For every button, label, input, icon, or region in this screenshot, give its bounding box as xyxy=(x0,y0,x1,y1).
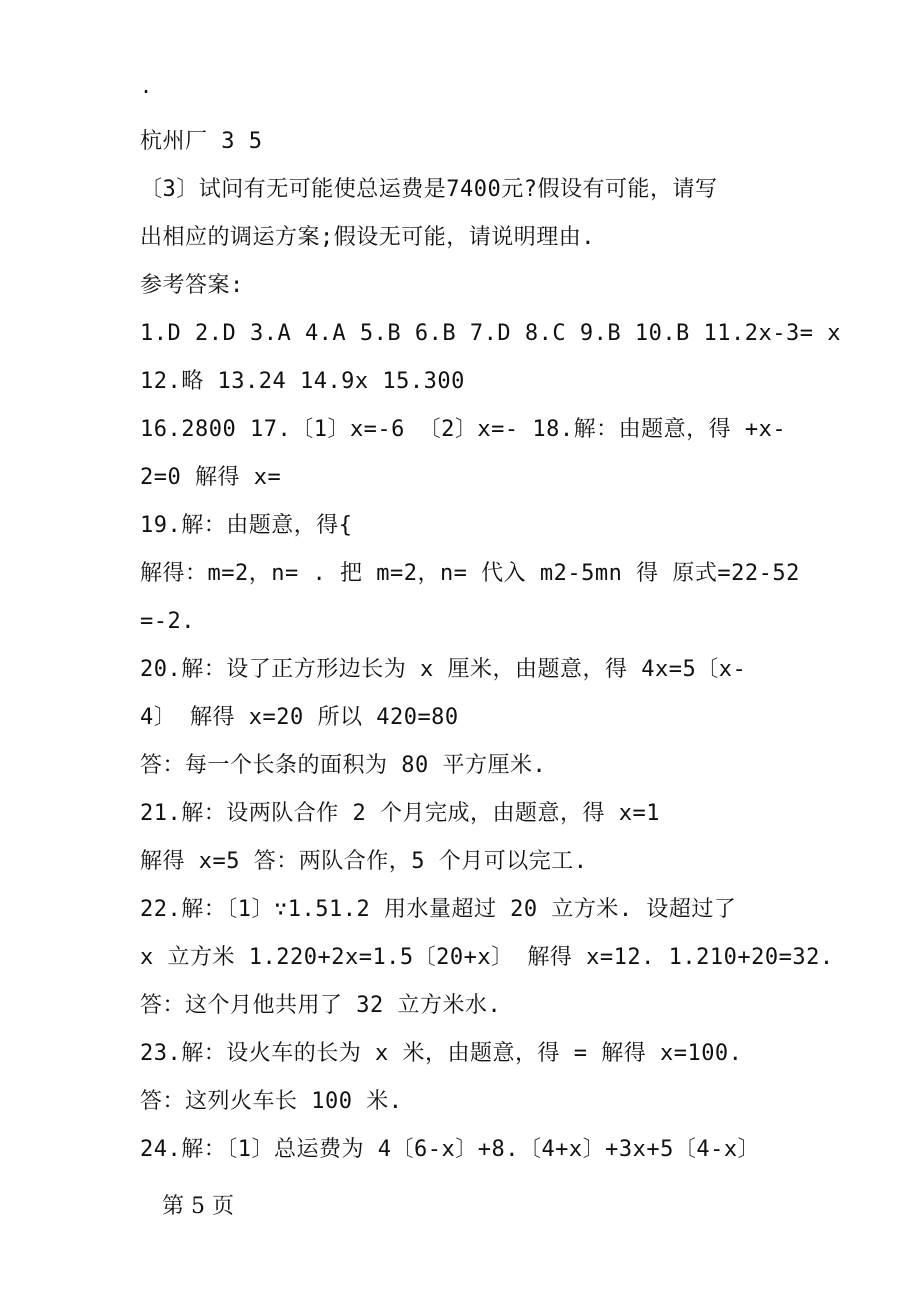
text-line: 答：每一个长条的面积为 80 平方厘米. xyxy=(140,753,547,778)
text-line: 解得：m=2，n= . 把 m=2，n= 代入 m2-5mn 得 原式=22-52 xyxy=(140,561,800,586)
top-dot: . xyxy=(140,74,153,98)
body-text xyxy=(140,118,842,1174)
text-line: 杭州厂 3 5 xyxy=(140,129,263,154)
text-line: 23.解：设火车的长为 x 米，由题意，得 = 解得 x=100. xyxy=(140,1041,743,1066)
text-line: 24.解：〔1〕总运费为 4〔6-x〕+8.〔4+x〕+3x+5〔4-x〕 xyxy=(140,1137,761,1162)
text-line: =-2. xyxy=(140,609,195,634)
section-heading: 参考答案: xyxy=(140,273,244,298)
text-line: 答：这个月他共用了 32 立方米水. xyxy=(140,993,502,1018)
text-line: 16.2800 17.〔1〕x=-6 〔2〕x=- 18.解：由题意，得 +x- xyxy=(140,417,787,442)
text-line: 19.解：由题意，得{ xyxy=(140,513,353,538)
text-line: 〔3〕试问有无可能使总运费是7400元?假设有可能，请写 xyxy=(140,177,718,202)
text-line: 12.略 13.24 14.9x 15.300 xyxy=(140,369,465,394)
text-line: 出相应的调运方案;假设无可能，请说明理由. xyxy=(140,225,595,250)
text-line: 解得 x=5 答：两队合作，5 个月可以完工. xyxy=(140,849,588,874)
text-line: 22.解：〔1〕∵1.51.2 用水量超过 20 立方米. 设超过了 xyxy=(140,897,737,922)
text-line: x 立方米 1.220+2x=1.5〔20+x〕 解得 x=12. 1.210+20=32. xyxy=(140,945,834,970)
page-number: 第 5 页 xyxy=(162,1194,234,1219)
text-line: 21.解：设两队合作 2 个月完成，由题意，得 x=1 xyxy=(140,801,660,826)
text-line: 1.D 2.D 3.A 4.A 5.B 6.B 7.D 8.C 9.B 10.B 11.2x-3= x xyxy=(140,321,842,346)
text-line: 20.解：设了正方形边长为 x 厘米，由题意，得 4x=5〔x- xyxy=(140,657,747,682)
text-line: 4〕 解得 x=20 所以 420=80 xyxy=(140,705,459,730)
text-line: 答：这列火车长 100 米. xyxy=(140,1089,403,1114)
text-line: 2=0 解得 x= xyxy=(140,465,282,490)
